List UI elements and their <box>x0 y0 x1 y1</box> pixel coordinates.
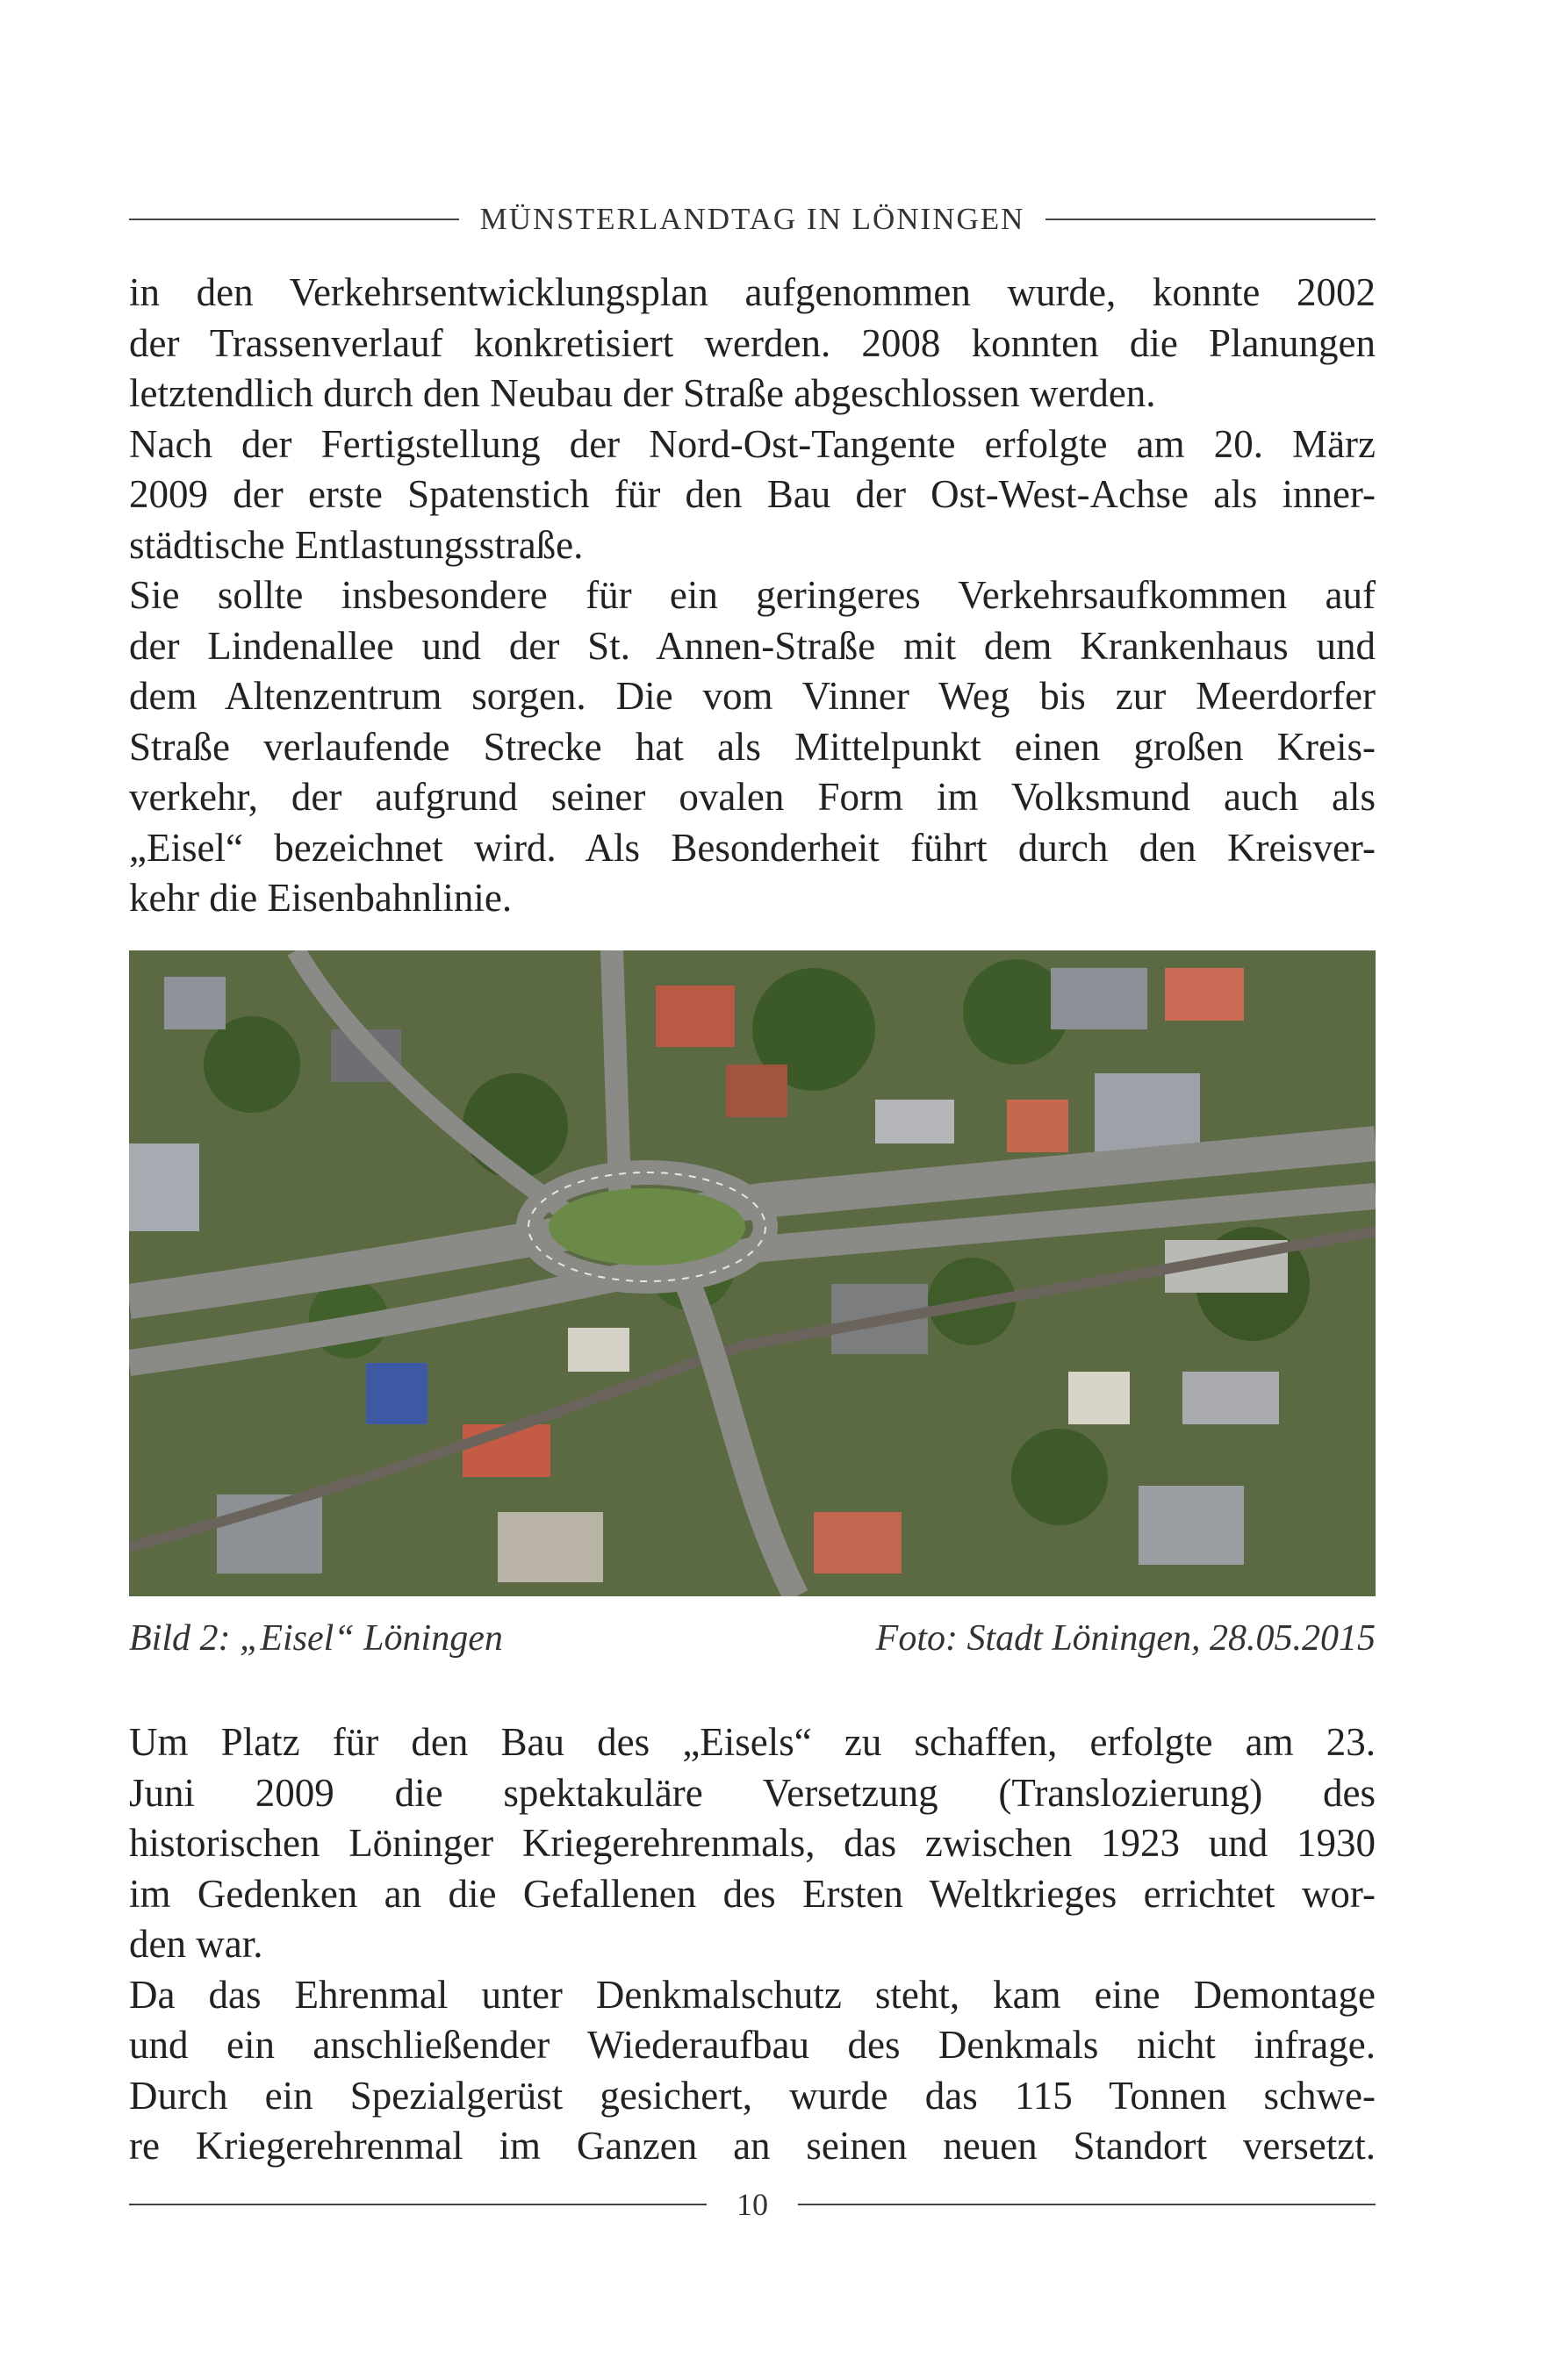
text-line: re Kriegerehrenmal im Ganzen an seinen neuen Standort versetzt. <box>129 2124 1376 2168</box>
text-line: im Gedenken an die Gefallenen des Ersten Weltkrieges errichtet wor- <box>129 1871 1376 1916</box>
aerial-photo-roundabout <box>129 950 1376 1596</box>
text-line: Straße verlaufende Strecke hat als Mittelpunkt einen großen Kreis- <box>129 724 1376 769</box>
aerial-photo-illustration <box>129 950 1376 1596</box>
text-line: „Eisel“ bezeichnet wird. Als Besonderheit führt durch den Kreisver- <box>129 825 1376 870</box>
text-line: Nach der Fertigstellung der Nord-Ost-Tangente erfolgte am 20. März <box>129 421 1376 466</box>
header-rule-left <box>129 219 459 220</box>
caption-title: Bild 2: „Eisel“ Löningen <box>129 1618 503 1659</box>
text-line: verkehr, der aufgrund seiner ovalen Form im Volksmund auch als <box>129 775 1376 819</box>
text-line: kehr die Eisenbahnlinie. <box>129 876 513 920</box>
body-text-bottom <box>129 1717 1376 2172</box>
text-line: den war. <box>129 1922 263 1966</box>
text-line: Sie sollte insbesondere für ein geringeres Verkehrsaufkommen auf <box>129 573 1376 617</box>
text-line: städtische Entlastungsstraße. <box>129 522 584 567</box>
text-line: und ein anschließender Wiederaufbau des Denkmals nicht infrage. <box>129 2023 1376 2067</box>
photo-caption <box>129 1617 1376 1660</box>
body-text-top <box>129 268 1376 924</box>
header-rule-right <box>1045 219 1376 220</box>
page-footer <box>129 2180 1376 2229</box>
text-line: Juni 2009 die spektakuläre Versetzung (Translozierung) des <box>129 1770 1376 1815</box>
footer-rule-right <box>798 2204 1376 2205</box>
page-number: 10 <box>736 2187 768 2222</box>
text-line: in den Verkehrsentwicklungsplan aufgenommen wurde, konnte 2002 <box>129 270 1376 314</box>
running-header-title: MÜNSTERLANDTAG IN LÖNINGEN <box>479 202 1025 236</box>
text-line: historischen Löninger Kriegerehrenmals, das zwischen 1923 und 1930 <box>129 1821 1376 1865</box>
text-line: Da das Ehrenmal unter Denkmalschutz steht, kam eine Demontage <box>129 1972 1376 2017</box>
text-line: der Trassenverlauf konkretisiert werden. 2008 konnten die Planungen <box>129 320 1376 365</box>
running-header <box>129 195 1376 244</box>
caption-credit: Foto: Stadt Löningen, 28.05.2015 <box>875 1618 1376 1659</box>
text-line: Um Platz für den Bau des „Eisels“ zu schaffen, erfolgte am 23. <box>129 1720 1376 1764</box>
text-line: 2009 der erste Spatenstich für den Bau der Ost-West-Achse als inner- <box>129 472 1376 516</box>
text-line: letztendlich durch den Neubau der Straße abgeschlossen werden. <box>129 371 1156 415</box>
text-line: dem Altenzentrum sorgen. Die vom Vinner Weg bis zur Meerdorfer <box>129 674 1376 718</box>
text-line: Durch ein Spezialgerüst gesichert, wurde das 115 Tonnen schwe- <box>129 2073 1376 2118</box>
footer-rule-left <box>129 2204 707 2205</box>
text-line: der Lindenallee und der St. Annen-Straße mit dem Krankenhaus und <box>129 623 1376 668</box>
